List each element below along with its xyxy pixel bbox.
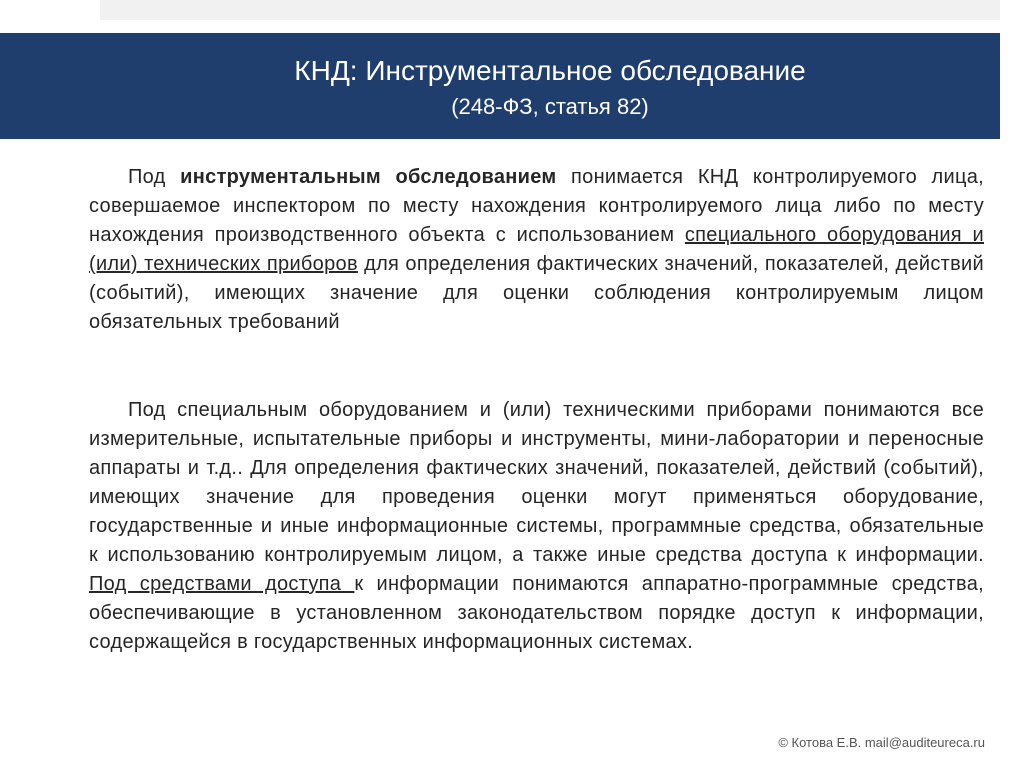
text-run: для определения фактических значений, показателей, действий (событий), имеющих значение для оценки соблюдения контролируемым лицом обязательных требований <box>89 253 984 333</box>
underlined-term: Под средствами доступа <box>89 573 355 595</box>
bold-term: инструментальным обследованием <box>180 166 557 188</box>
paragraph-definition <box>89 163 984 337</box>
slide-title: КНД: Инструментальное обследование <box>294 55 806 86</box>
text-run: Под специальным оборудованием и (или) техническими приборами понимаются все измерительные, испытательные приборы и инструменты, мини-лаборатории и переносные аппараты и т.д.. Для определения фактических значений, показателей, действий (событий), имеющих значение для проведения оценки могут применяться оборудование, государственные и иные информационные системы, программные средства, обязательные к использованию контролируемым лицом, а также иные средства доступа к информации. <box>89 399 984 566</box>
footer-copyright: © Котова Е.В. mail@auditeureca.ru <box>778 735 985 750</box>
text-run: понимается КНД контролируемого лица, совершаемое инспектором по месту нахождения контролируемого лица либо по месту нахождения производственного объекта с использованием <box>89 166 985 246</box>
underlined-term: специального оборудования и (или) технических приборов <box>89 224 984 275</box>
top-strip <box>100 0 1000 20</box>
slide-subtitle: (248-ФЗ, статья 82) <box>451 94 649 119</box>
text-run: к информации понимаются аппаратно-программные средства, обеспечивающие в установленном законодательством порядке доступ к информации, содержащейся в государственных информационных системах. <box>89 573 984 653</box>
paragraph-equipment <box>89 396 984 657</box>
text-run: Под <box>128 166 181 188</box>
